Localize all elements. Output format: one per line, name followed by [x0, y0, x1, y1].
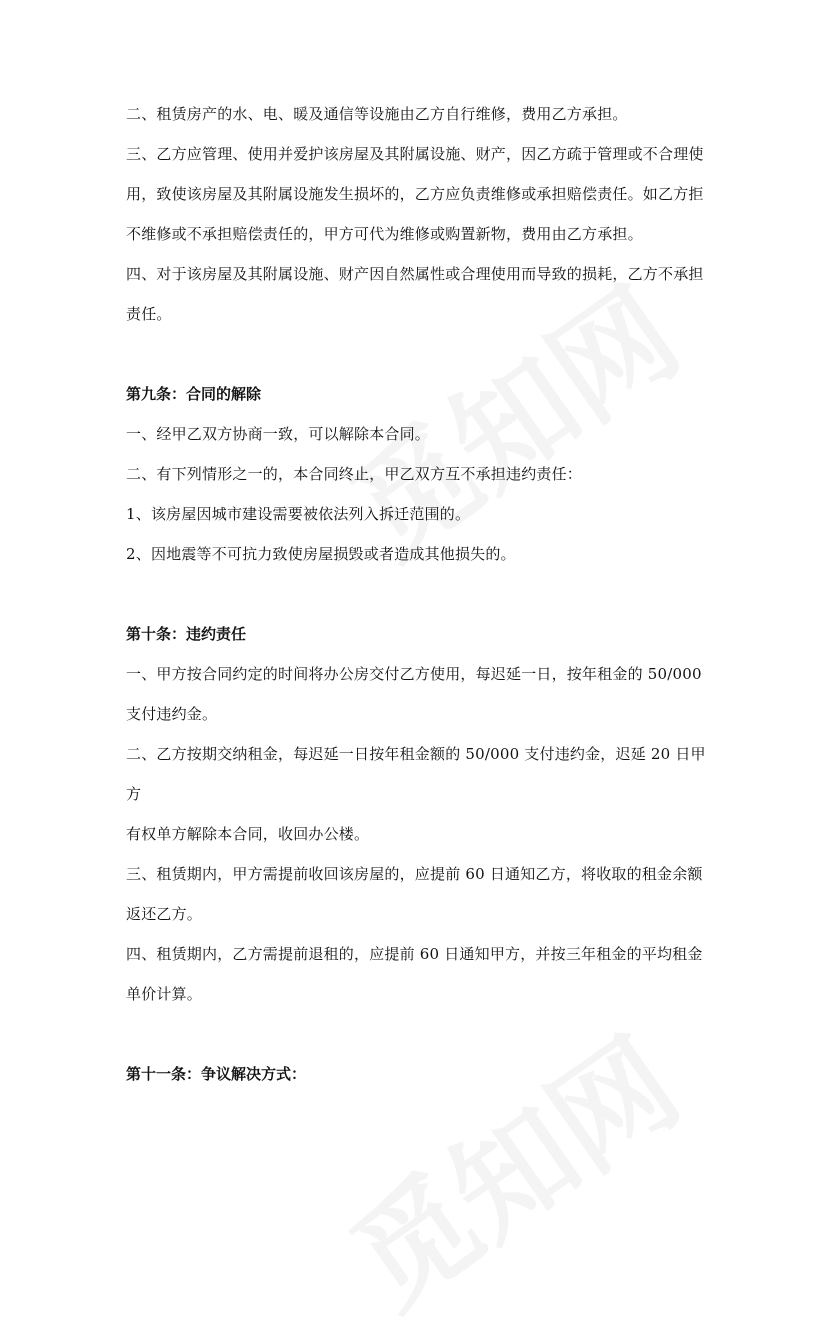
paragraph-line: 用，致使该房屋及其附属设施发生损坏的，乙方应负责维修或承担赔偿责任。如乙方拒: [126, 185, 704, 203]
spacer: [126, 574, 706, 614]
paragraph-line: 二、租赁房产的水、电、暖及通信等设施由乙方自行维修，费用乙方承担。: [126, 105, 628, 123]
paragraph-line: 二、乙方按期交纳租金，每迟延一日按年租金额的 50/000 支付违约金，迟延 20 日甲方: [126, 745, 706, 803]
paragraph-line: 三、乙方应管理、使用并爱护该房屋及其附属设施、财产，因乙方疏于管理或不合理使: [126, 145, 704, 163]
paragraph-line: 一、经甲乙双方协商一致，可以解除本合同。: [126, 425, 431, 443]
paragraph-line: 三、租赁期内，甲方需提前收回该房屋的，应提前 60 日通知乙方，将收取的租金余额: [126, 865, 703, 883]
paragraph-line: 返还乙方。: [126, 905, 203, 923]
paragraph-line: 责任。: [126, 305, 172, 323]
paragraph-line: 1、该房屋因城市建设需要被依法列入拆迁范围的。: [126, 505, 471, 523]
paragraph-line: 一、甲方按合同约定的时间将办公房交付乙方使用，每迟延一日，按年租金的 50/000: [126, 665, 702, 683]
paragraph-line: 不维修或不承担赔偿责任的，甲方可代为维修或购置新物，费用由乙方承担。: [126, 225, 643, 243]
paragraph-line: 单价计算。: [126, 985, 203, 1003]
section-title-10: 第十条：违约责任: [126, 625, 247, 643]
section-title-11: 第十一条：争议解决方式：: [126, 1065, 307, 1083]
paragraph-line: 支付违约金。: [126, 705, 218, 723]
paragraph-line: 四、租赁期内，乙方需提前退租的，应提前 60 日通知甲方，并按三年租金的平均租金: [126, 945, 703, 963]
spacer: [126, 334, 706, 374]
paragraph-line: 2、因地震等不可抗力致使房屋损毁或者造成其他损失的。: [126, 545, 516, 563]
paragraph-line: 四、对于该房屋及其附属设施、财产因自然属性或合理使用而导致的损耗，乙方不承担: [126, 265, 704, 283]
document-body: [126, 94, 706, 1094]
paragraph-line: 二、有下列情形之一的，本合同终止，甲乙双方互不承担违约责任：: [126, 465, 583, 483]
section-title-9: 第九条：合同的解除: [126, 385, 262, 403]
spacer: [126, 1014, 706, 1054]
paragraph-line: 有权单方解除本合同，收回办公楼。: [126, 825, 370, 843]
